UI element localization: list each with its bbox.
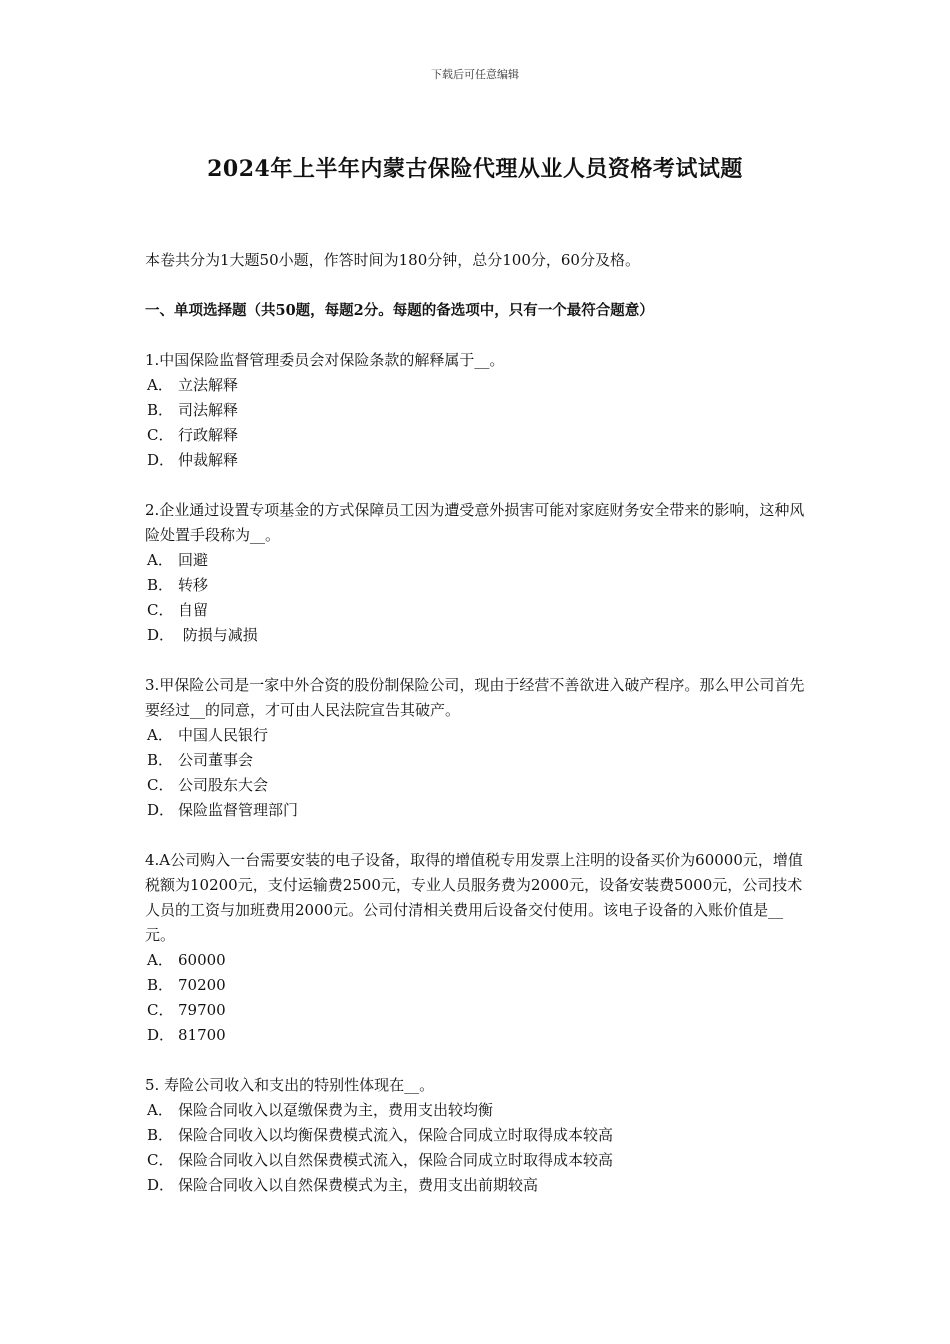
question-stem: 4.A公司购入一台需要安装的电子设备，取得的增值税专用发票上注明的设备买价为60000元，增值税额为10200元，支付运输费2500元，专业人员服务费为2000元，设备安装费5000元，公司技术人员的工资与加班费用2000元。公司付清相关费用后设备交付使用。该电子设备的入账价值是__元。 bbox=[145, 851, 803, 944]
option-list bbox=[145, 548, 809, 648]
option-letter: A． bbox=[147, 951, 173, 969]
option-text: 保险合同收入以自然保费模式流入，保险合同成立时取得成本较高 bbox=[178, 1151, 614, 1169]
option-letter: C． bbox=[147, 776, 174, 794]
option-d bbox=[145, 1173, 809, 1198]
option-text: 公司董事会 bbox=[178, 751, 254, 769]
option-text: 自留 bbox=[178, 601, 209, 619]
option-a bbox=[145, 548, 809, 573]
question-stem: 2.企业通过设置专项基金的方式保障员工因为遭受意外损害可能对家庭财务安全带来的影响，这种风险处置手段称为__。 bbox=[145, 501, 805, 544]
option-text: 司法解释 bbox=[178, 401, 239, 419]
option-letter: D． bbox=[147, 1026, 175, 1044]
option-b bbox=[145, 748, 809, 773]
option-c bbox=[145, 598, 809, 623]
option-c bbox=[145, 423, 809, 448]
option-a bbox=[145, 948, 809, 973]
section-heading: 一、单项选择题（共50题，每题2分。每题的备选项中，只有一个最符合题意） bbox=[145, 302, 654, 319]
question-3 bbox=[145, 673, 809, 823]
option-c bbox=[145, 998, 809, 1023]
option-b bbox=[145, 573, 809, 598]
option-letter: C． bbox=[147, 1001, 174, 1019]
question-5 bbox=[145, 1073, 809, 1198]
option-letter: B． bbox=[147, 1126, 174, 1144]
option-text: 保险合同收入以自然保费模式为主，费用支出前期较高 bbox=[178, 1176, 539, 1194]
header-note: 下载后可任意编辑 bbox=[431, 68, 519, 81]
option-text: 79700 bbox=[178, 1001, 226, 1019]
option-a bbox=[145, 373, 809, 398]
option-d bbox=[145, 798, 809, 823]
option-text: 仲裁解释 bbox=[178, 451, 239, 469]
option-text: 立法解释 bbox=[178, 376, 239, 394]
option-letter: A． bbox=[147, 551, 173, 569]
option-letter: B． bbox=[147, 401, 174, 419]
option-text: 回避 bbox=[178, 551, 209, 569]
option-list bbox=[145, 948, 809, 1048]
option-letter: B． bbox=[147, 751, 174, 769]
option-letter: C． bbox=[147, 1151, 174, 1169]
option-letter: A． bbox=[147, 1101, 173, 1119]
question-stem: 1.中国保险监督管理委员会对保险条款的解释属于__。 bbox=[145, 351, 505, 369]
option-list bbox=[145, 1098, 809, 1198]
option-text: 防损与减损 bbox=[178, 626, 258, 644]
option-letter: B． bbox=[147, 576, 174, 594]
option-letter: A． bbox=[147, 376, 173, 394]
option-text: 公司股东大会 bbox=[178, 776, 269, 794]
option-b bbox=[145, 398, 809, 423]
option-c bbox=[145, 1148, 809, 1173]
option-text: 保险监督管理部门 bbox=[178, 801, 299, 819]
option-letter: C． bbox=[147, 601, 174, 619]
option-text: 60000 bbox=[178, 951, 226, 969]
option-text: 70200 bbox=[178, 976, 226, 994]
document-body bbox=[145, 248, 809, 1223]
question-4 bbox=[145, 848, 809, 1048]
option-text: 中国人民银行 bbox=[178, 726, 269, 744]
option-b bbox=[145, 1123, 809, 1148]
option-c bbox=[145, 773, 809, 798]
exam-intro: 本卷共分为1大题50小题，作答时间为180分钟，总分100分，60分及格。 bbox=[145, 251, 640, 269]
option-text: 保险合同收入以趸缴保费为主，费用支出较均衡 bbox=[178, 1101, 494, 1119]
option-a bbox=[145, 723, 809, 748]
question-stem: 5. 寿险公司收入和支出的特别性体现在__。 bbox=[145, 1076, 435, 1094]
option-letter: D． bbox=[147, 626, 175, 644]
option-text: 81700 bbox=[178, 1026, 226, 1044]
option-text: 保险合同收入以均衡保费模式流入，保险合同成立时取得成本较高 bbox=[178, 1126, 614, 1144]
option-letter: D． bbox=[147, 801, 175, 819]
document-title: 2024年上半年内蒙古保险代理从业人员资格考试试题 bbox=[207, 156, 743, 182]
option-list bbox=[145, 373, 809, 473]
option-letter: D． bbox=[147, 451, 175, 469]
question-2 bbox=[145, 498, 809, 648]
option-letter: A． bbox=[147, 726, 173, 744]
question-stem: 3.甲保险公司是一家中外合资的股份制保险公司，现由于经营不善欲进入破产程序。那么甲公司首先要经过__的同意，才可由人民法院宣告其破产。 bbox=[145, 676, 805, 719]
option-d bbox=[145, 448, 809, 473]
option-letter: B． bbox=[147, 976, 174, 994]
option-list bbox=[145, 723, 809, 823]
option-b bbox=[145, 973, 809, 998]
option-text: 行政解释 bbox=[178, 426, 239, 444]
question-1 bbox=[145, 348, 809, 473]
option-d bbox=[145, 1023, 809, 1048]
option-letter: D． bbox=[147, 1176, 175, 1194]
option-d bbox=[145, 623, 809, 648]
option-letter: C． bbox=[147, 426, 174, 444]
option-a bbox=[145, 1098, 809, 1123]
option-text: 转移 bbox=[178, 576, 209, 594]
